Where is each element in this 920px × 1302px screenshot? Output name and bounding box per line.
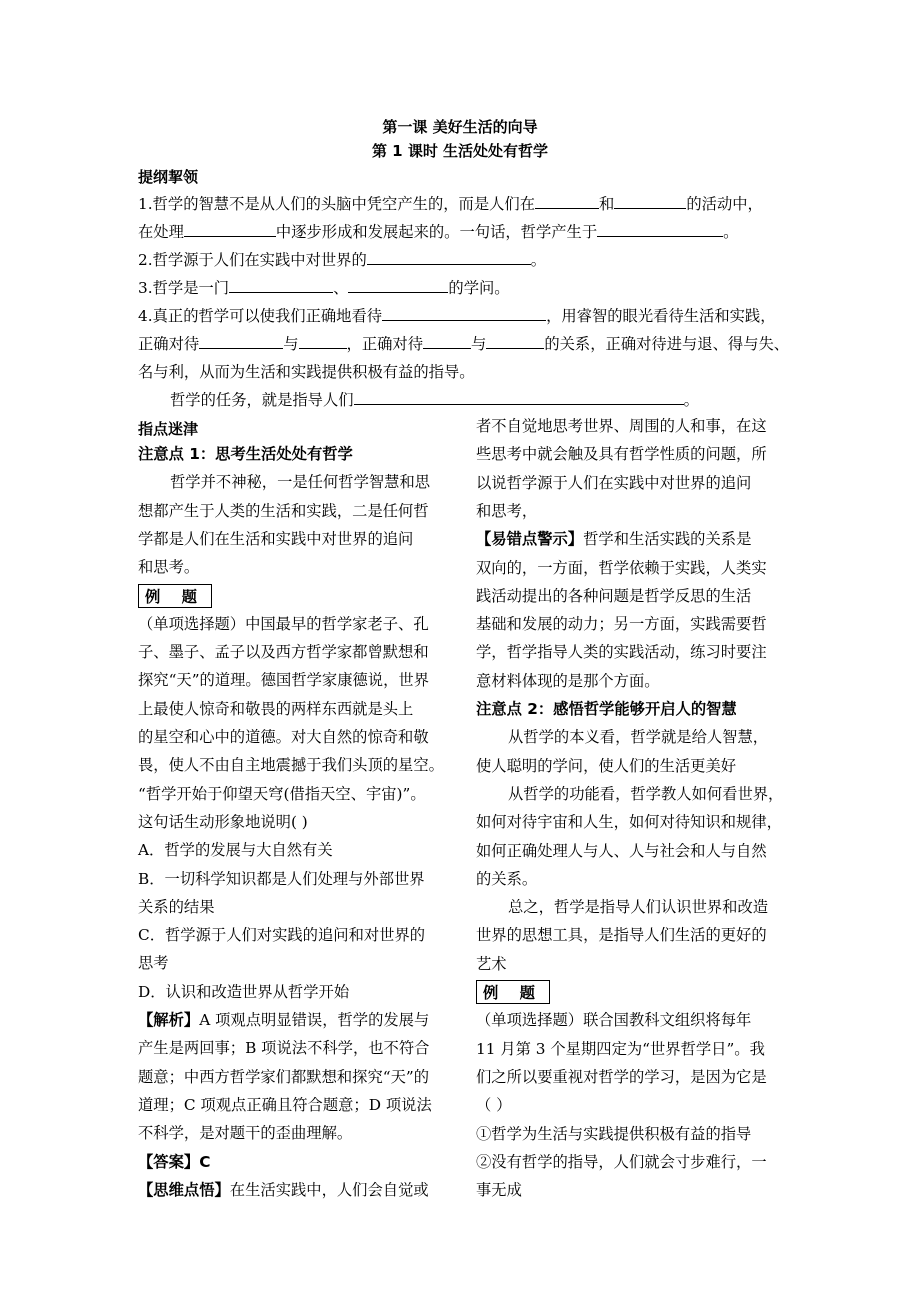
analysis-line: 不科学，是对题干的歪曲理解。 bbox=[138, 1124, 353, 1143]
point2-line: 艺术 bbox=[476, 954, 507, 973]
warning-line: 双向的，一方面，哲学依赖于实践，人类实 bbox=[476, 558, 767, 577]
point1-line: 和思考。 bbox=[138, 558, 200, 577]
insight-line: 和思考， bbox=[476, 501, 538, 520]
insight-line: 者不自觉地思考世界、周围的人和事，在这 bbox=[476, 417, 767, 435]
question-line: （ ） bbox=[476, 1096, 512, 1115]
analysis-line: 道理；C 项观点正确且符合题意；D 项说法 bbox=[138, 1095, 432, 1114]
text: 哲学的任务，就是指导人们 bbox=[170, 391, 354, 409]
point2-line: 总之，哲学是指导人们认识世界和改造 bbox=[508, 898, 769, 917]
text: 的活动中， bbox=[686, 195, 763, 213]
point2-line: 如何正确处理人与人、人与社会和人与自然 bbox=[476, 841, 767, 860]
insight-line: 些思考中就会触及具有哲学性质的问题，所 bbox=[476, 445, 767, 464]
question-line: 探究“天”的道理。德国哲学家康德说，世界 bbox=[138, 671, 429, 690]
answer-line bbox=[138, 1150, 210, 1172]
point1-line: 学都是人们在生活和实践中对世界的追问 bbox=[138, 529, 414, 548]
warning-line: 践活动提出的各种问题是哲学反思的生活 bbox=[476, 586, 752, 605]
outline-heading: 提纲挈领 bbox=[138, 168, 199, 186]
text: 与 bbox=[283, 335, 299, 353]
option-line: B．一切科学知识都是人们处理与外部世界 bbox=[138, 869, 425, 888]
lesson-title: 第一课 美好生活的向导 bbox=[382, 118, 538, 136]
text: 。 bbox=[723, 223, 739, 241]
text: 在处理 bbox=[138, 223, 184, 241]
answer-value: C bbox=[199, 1152, 211, 1171]
outline-item-4-end: 名与利，从而为生活和实践提供积极有益的指导。 bbox=[138, 363, 475, 381]
question-line: 上最使人惊奇和敬畏的两样东西就是头上 bbox=[138, 699, 414, 718]
warning-line: 意材料体现的是那个方面。 bbox=[476, 671, 660, 690]
analysis-label: 【解析】 bbox=[138, 1011, 200, 1029]
text: 与 bbox=[471, 335, 487, 353]
answer-label: 【答案】 bbox=[138, 1152, 200, 1171]
warning-label: 【易错点警示】 bbox=[476, 530, 584, 549]
text: 在生活实践中，人们会自觉或 bbox=[229, 1180, 429, 1199]
question-line: 们之所以要重视对哲学的学习，是因为它是 bbox=[476, 1067, 767, 1086]
question-line: 畏，使人不由自主地震撼于我们头顶的星空。 bbox=[138, 756, 444, 775]
point2-line: 如何对待宇宙和人生，如何对待知识和规律， bbox=[476, 813, 782, 832]
text: 。 bbox=[530, 251, 547, 269]
point1-line: 想都产生于人类的生活和实践，二是任何哲 bbox=[138, 501, 429, 520]
text: 的学问。 bbox=[448, 279, 510, 297]
text: 2.哲学源于人们在实践中对世界的 bbox=[138, 251, 367, 269]
text: 中逐步形成和发展起来的。一句话，哲学产生于 bbox=[275, 223, 598, 241]
text: 、 bbox=[333, 279, 349, 297]
point1-title: 注意点 1：思考生活处处有哲学 bbox=[138, 445, 353, 463]
insight-line bbox=[138, 1178, 429, 1200]
warning-line: 基础和发展的动力；另一方面，实践需要哲 bbox=[476, 615, 767, 634]
point2-line: 使人聪明的学问，使人们的生活更美好 bbox=[476, 756, 737, 775]
analysis-line: 产生是两回事；B 项说法不科学，也不符合 bbox=[138, 1039, 430, 1058]
option-line: D．认识和改造世界从哲学开始 bbox=[138, 982, 350, 1001]
question-line: “哲学开始于仰望天穹(借指天空、宇宙)”。 bbox=[138, 784, 426, 803]
question-line: （单项选择题）中国最早的哲学家老子、孔 bbox=[138, 614, 429, 633]
option-line: 思考 bbox=[138, 954, 169, 973]
question-line: ①哲学为生活与实践提供积极有益的指导 bbox=[476, 1124, 752, 1143]
question-line: （单项选择题）联合国教科文组织将每年 bbox=[476, 1011, 752, 1030]
point1-line: 哲学并不神秘，一是任何哲学智慧和思 bbox=[170, 473, 431, 492]
point2-line: 从哲学的本义看，哲学就是给人智慧， bbox=[508, 728, 769, 747]
text: 正确对待 bbox=[138, 335, 200, 353]
question-line: 11 月第 3 个星期四定为“世界哲学日”。我 bbox=[476, 1039, 765, 1058]
text: ，正确对待 bbox=[346, 335, 424, 353]
point2-line: 从哲学的功能看，哲学教人如何看世界， bbox=[508, 784, 784, 803]
lesson-subtitle: 第 1 课时 生活处处有哲学 bbox=[371, 142, 549, 160]
point2-line: 的关系。 bbox=[476, 869, 538, 888]
question-line: 事无成 bbox=[476, 1181, 522, 1200]
point2-line: 世界的思想工具，是指导人们生活的更好的 bbox=[476, 926, 767, 945]
insight-label: 【思维点悟】 bbox=[138, 1180, 230, 1199]
text: 。 bbox=[683, 391, 699, 409]
option-line: 关系的结果 bbox=[138, 897, 215, 916]
text: 的关系，正确对待进与退、得与失、 bbox=[544, 335, 790, 353]
text: 1.哲学的智慧不是从人们的头脑中凭空产生的，而是人们在 bbox=[138, 195, 536, 213]
right-column bbox=[476, 0, 816, 1302]
text: 3.哲学是一门 bbox=[138, 279, 230, 297]
analysis-line bbox=[138, 1008, 429, 1030]
left-column bbox=[138, 0, 458, 1302]
warning-line: 学，哲学指导人类的实践活动，练习时要注 bbox=[476, 643, 767, 662]
text: 和 bbox=[599, 195, 615, 213]
warning-line bbox=[476, 527, 751, 549]
question-line: 这句话生动形象地说明( ) bbox=[138, 812, 308, 831]
guide-heading: 指点迷津 bbox=[138, 420, 199, 438]
analysis-line: 题意；中西方哲学家们都默想和探究“天”的 bbox=[138, 1067, 429, 1086]
example-label: 例 题 bbox=[138, 584, 212, 608]
option-line: C．哲学源于人们对实践的追问和对世界的 bbox=[138, 926, 426, 945]
text: ，用睿智的眼光看待生活和实践， bbox=[546, 307, 776, 325]
point2-title: 注意点 2：感悟哲学能够开启人的智慧 bbox=[476, 700, 737, 718]
insight-line: 以说哲学源于人们在实践中对世界的追问 bbox=[476, 473, 752, 492]
question-line: 的星空和心中的道德。对大自然的惊奇和敬 bbox=[138, 728, 429, 746]
text: A 项观点明显错误，哲学的发展与 bbox=[199, 1011, 430, 1029]
option-line: A．哲学的发展与大自然有关 bbox=[138, 841, 333, 860]
question-line: ②没有哲学的指导，人们就会寸步难行，一 bbox=[476, 1152, 767, 1171]
text: 哲学和生活实践的关系是 bbox=[583, 530, 752, 549]
example-label: 例 题 bbox=[476, 980, 550, 1004]
question-line: 子、墨子、孟子以及西方哲学家都曾默想和 bbox=[138, 643, 429, 662]
text: 4.真正的哲学可以使我们正确地看待 bbox=[138, 307, 383, 325]
